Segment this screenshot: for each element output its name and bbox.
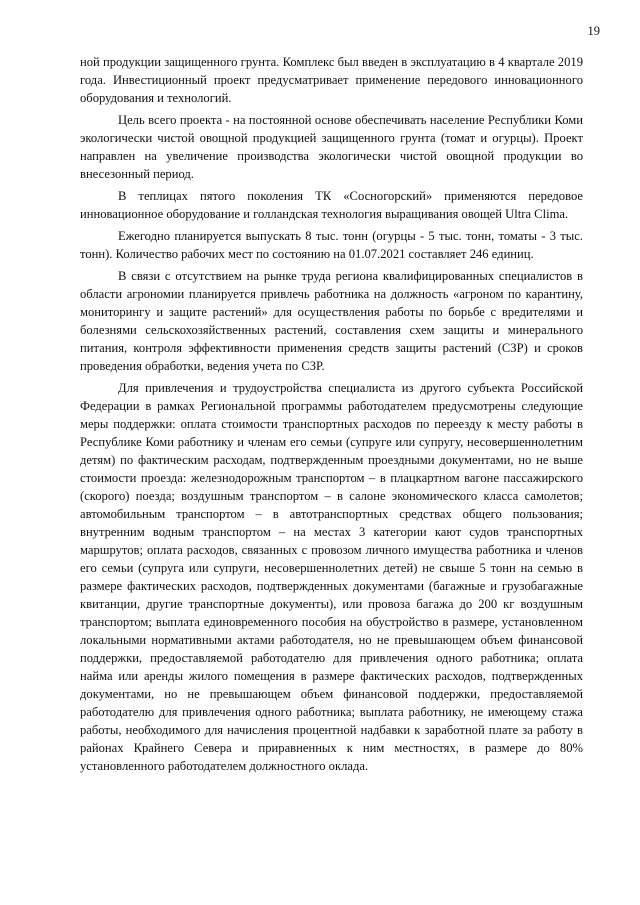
paragraph-6: Для привлечения и трудоустройства специалиста из другого субъекта Российской Федерации в рамках Региональной программы работодателем предусмотрены следующие меры поддержки: оплата стоимости транспортных расходов по переезду к месту работы в Республике Коми работнику и членам его семьи (супруге или супругу, несовершеннолетним детям) по фактическим расходам, подтвержденным проездными документами, но не выше стоимости проезда: железнодорожным транспортом – в плацкартном вагоне пассажирского (скорого) поезда; воздушным транспортом – в салоне экономического класса самолетов; автомобильным транспортом – в автотранспортных средствах общего пользования; внутренним водным транспортом – на местах 3 категории кают судов транспортных маршрутов; оплата расходов, связанных с провозом личного имущества работника и членов его семьи (супруга или супруги, несовершеннолетних детей) не свыше 5 тонн на семью в размере фактических расходов, подтвержденных документами (багажные и грузобагажные квитанции, другие транспортные документы), или провоза багажа до 200 кг воздушным транспортом; выплата единовременного пособия на обустройство в размере, установленном локальными нормативными актами работодателя, но не превышающем объем финансовой поддержки, предоставляемой работодателю для привлечения одного работника; оплата найма или аренды жилого помещения в размере фактических расходов, подтвержденных документами, но не превышающем объем финансовой поддержки, предоставляемой работодателю для привлечения одного работника; выплата работнику, не имеющему стажа работы, необходимого для начисления процентной надбавки к заработной плате за работу в районах Крайнего Севера и приравненных к ним местностях, в размере до 80% установленного работодателем должностного оклада. [80, 381, 583, 773]
paragraph-3: В теплицах пятого поколения ТК «Сосногорский» применяются передовое инновационное оборудование и голландская технология выращивания овощей Ultra Clima. [80, 189, 583, 221]
document-body [80, 53, 583, 779]
paragraph-2: Цель всего проекта - на постоянной основе обеспечивать население Республики Коми экологически чистой овощной продукцией защищенного грунта (томат и огурцы). Проект направлен на увеличение производства экологически чистой овощной продукции во внесезонный период. [80, 113, 583, 181]
paragraph-4: Ежегодно планируется выпускать 8 тыс. тонн (огурцы - 5 тыс. тонн, томаты - 3 тыс. тонн). Количество рабочих мест по состоянию на 01.07.2021 составляет 246 единиц. [80, 229, 583, 261]
paragraph-5: В связи с отсутствием на рынке труда региона квалифицированных специалистов в области агрономии планируется привлечь работника на должность «агроном по карантину, мониторингу и защите растений» для осуществления работы по борьбе с вредителями и болезнями сельскохозяйственных растений, составления схем защиты и минерального питания, контроля эффективности применения средств защиты растений (СЗР) и сроков проведения обработки, ведения учета по СЗР. [80, 269, 583, 373]
paragraph-1: ной продукции защищенного грунта. Комплекс был введен в эксплуатацию в 4 квартале 2019 года. Инвестиционный проект предусматривает применение передового инновационного оборудования и технологий. [80, 55, 583, 105]
page-number: 19 [587, 24, 600, 38]
